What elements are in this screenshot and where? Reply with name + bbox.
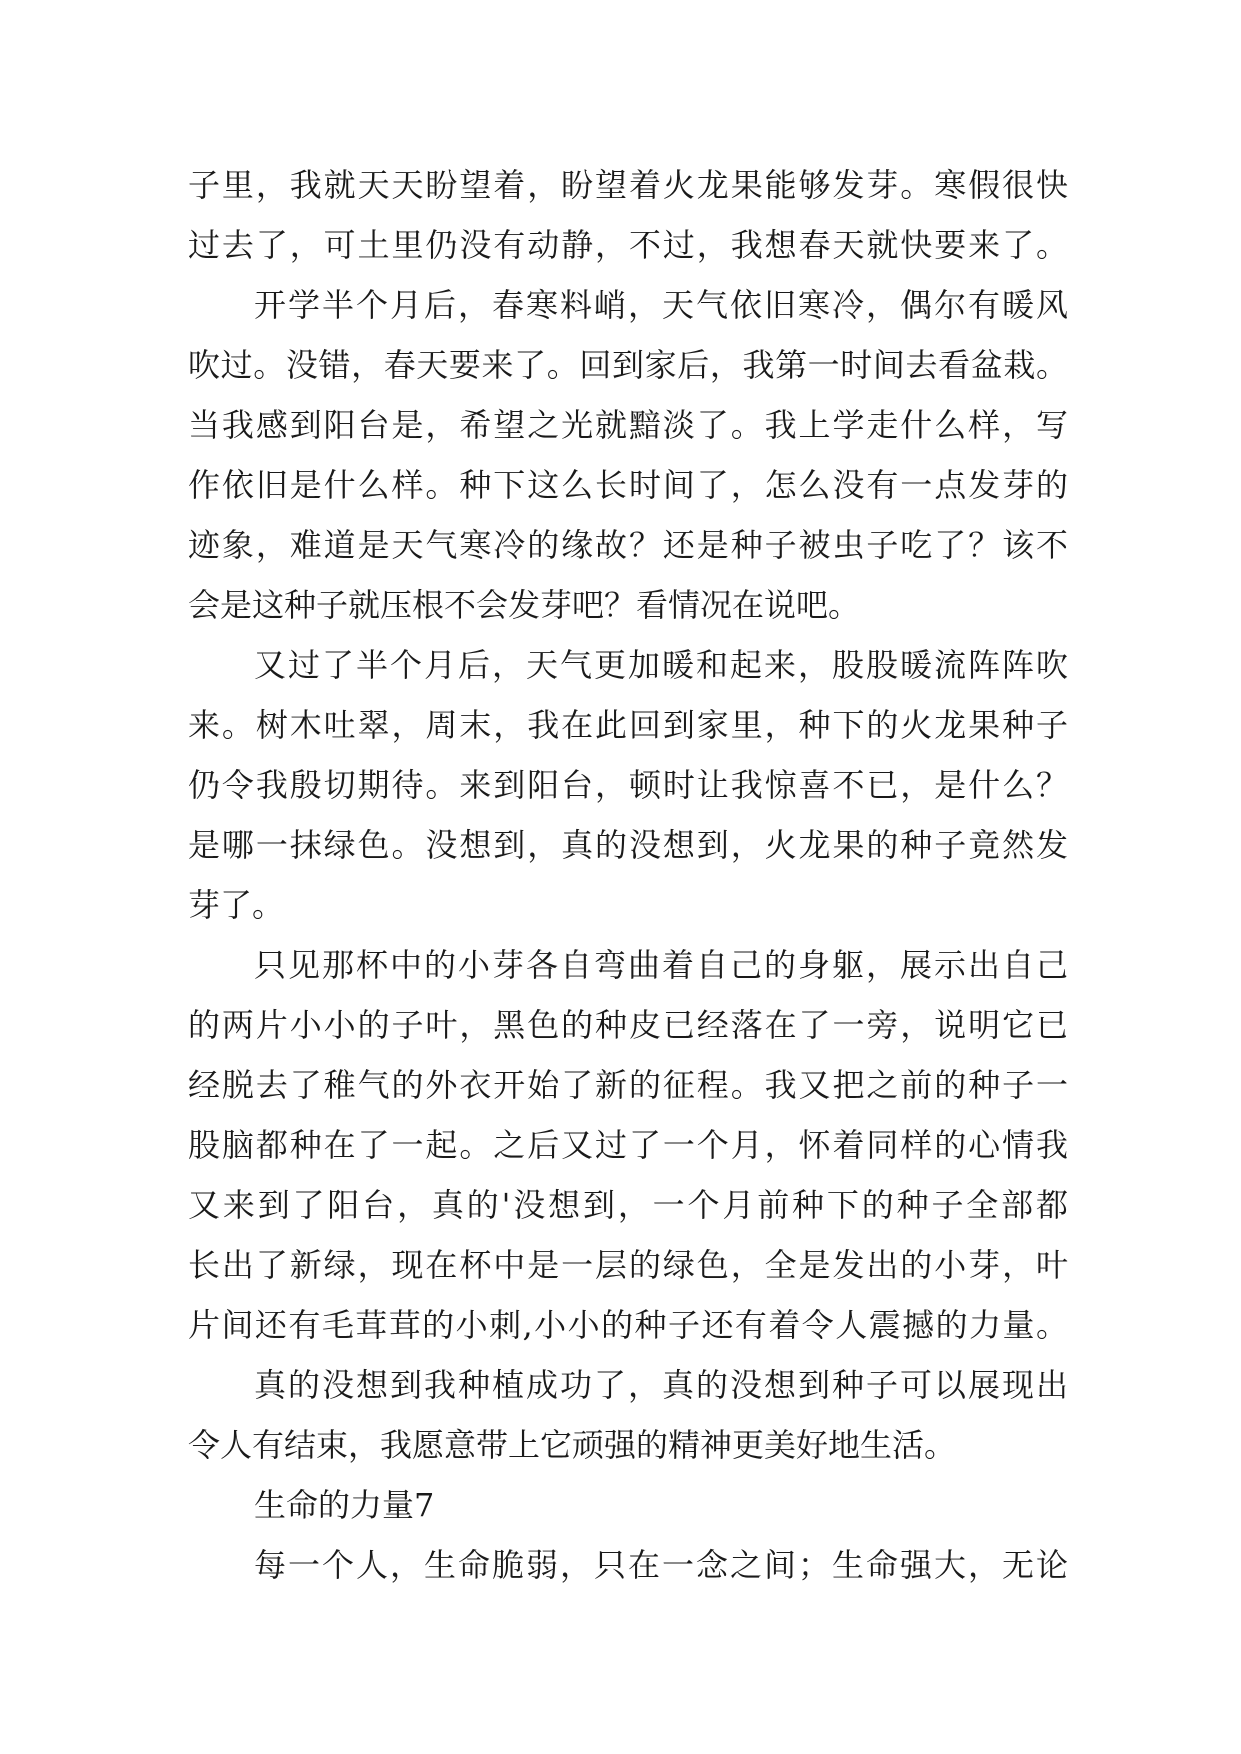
text-line: 是哪一抹绿色。没想到，真的没想到，火龙果的种子竟然发	[188, 826, 1068, 864]
text-line: 迹象，难道是天气寒冷的缘故？还是种子被虫子吃了？该不	[188, 526, 1068, 564]
paragraph-start-line: 只见那杯中的小芽各自弯曲着自己的身躯，展示出自己	[254, 946, 1068, 984]
paragraph-start-line: 真的没想到我种植成功了，真的没想到种子可以展现出	[254, 1366, 1068, 1404]
text-line: 片间还有毛茸茸的小刺,小小的种子还有着令人震撼的力量。	[188, 1306, 1068, 1344]
text-line: 会是这种子就压根不会发芽吧？看情况在说吧。	[188, 586, 861, 624]
text-line: 长出了新绿，现在杯中是一层的绿色，全是发出的小芽，叶	[188, 1246, 1068, 1284]
paragraph-start-line: 又过了半个月后，天气更加暖和起来，股股暖流阵阵吹	[254, 646, 1068, 684]
text-line: 经脱去了稚气的外衣开始了新的征程。我又把之前的种子一	[188, 1066, 1068, 1104]
text-line: 吹过。没错，春天要来了。回到家后，我第一时间去看盆栽。	[188, 346, 1068, 384]
text-line: 令人有结束，我愿意带上它顽强的精神更美好地生活。	[188, 1426, 957, 1464]
text-line: 作依旧是什么样。种下这么长时间了，怎么没有一点发芽的	[188, 466, 1068, 504]
text-line: 过去了，可土里仍没有动静，不过，我想春天就快要来了。	[188, 226, 1068, 264]
text-line: 来。树木吐翠，周末，我在此回到家里，种下的火龙果种子	[188, 706, 1068, 744]
text-line: 又来到了阳台，真的'没想到，一个月前种下的种子全部都	[188, 1186, 1068, 1224]
paragraph-start-line: 每一个人，生命脆弱，只在一念之间；生命强大，无论	[254, 1546, 1068, 1584]
text-line: 的两片小小的子叶，黑色的种皮已经落在了一旁，说明它已	[188, 1006, 1068, 1044]
text-line: 子里，我就天天盼望着，盼望着火龙果能够发芽。寒假很快	[188, 166, 1068, 204]
text-line: 芽了。	[188, 886, 285, 924]
paragraph-start-line: 开学半个月后，春寒料峭，天气依旧寒冷，偶尔有暖风	[254, 286, 1068, 324]
text-line: 当我感到阳台是，希望之光就黯淡了。我上学走什么样，写	[188, 406, 1068, 444]
text-line: 股脑都种在了一起。之后又过了一个月，怀着同样的心情我	[188, 1126, 1068, 1164]
essay-body	[188, 155, 1068, 1595]
text-line: 仍令我殷切期待。来到阳台，顿时让我惊喜不已，是什么？	[188, 766, 1068, 804]
section-title: 生命的力量7	[254, 1486, 435, 1524]
